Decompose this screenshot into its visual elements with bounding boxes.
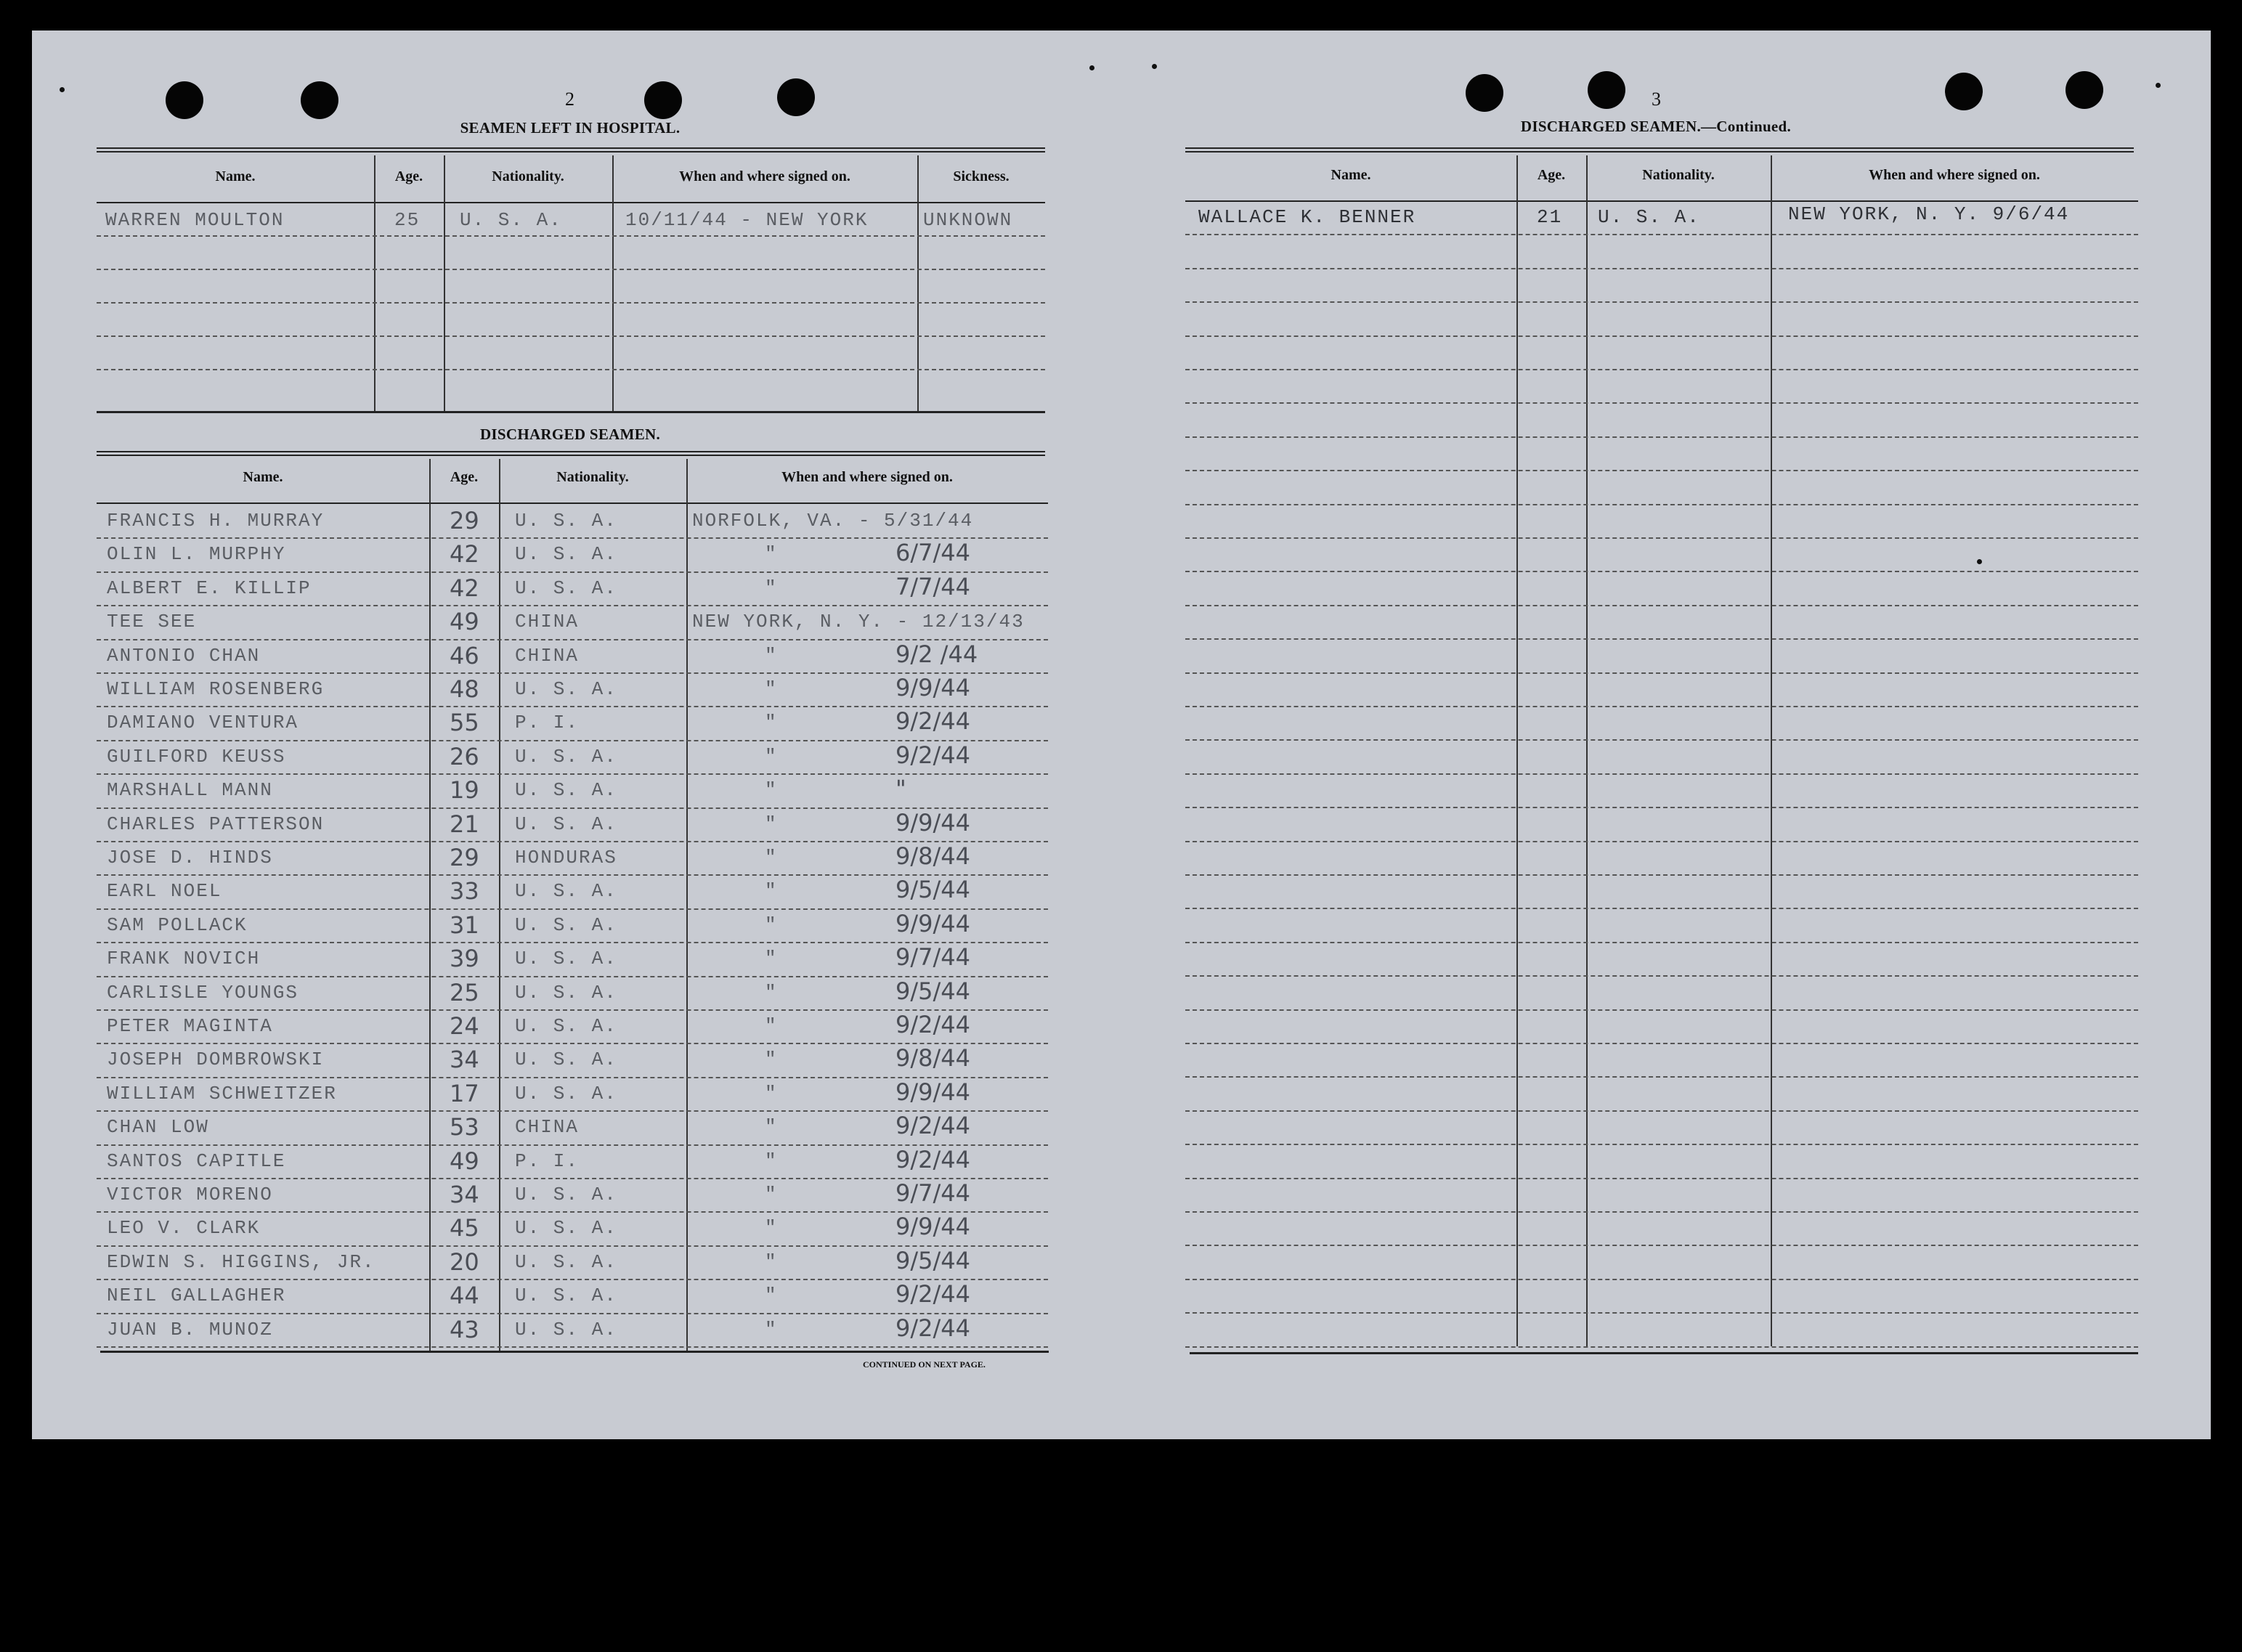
cell-name: ALBERT E. KILLIP <box>107 577 312 599</box>
col-header-nationality: Nationality. <box>492 168 564 184</box>
speck <box>1089 65 1094 70</box>
cell-name: TEE SEE <box>107 611 197 633</box>
cell-age: 45 <box>450 1214 479 1242</box>
cell-nationality: U. S. A. <box>515 543 617 566</box>
cell-place: " <box>765 712 778 734</box>
table-row <box>1185 908 2138 943</box>
cell-date: 9/5/44 <box>895 1246 970 1274</box>
cell-date: 9/9/44 <box>895 674 970 701</box>
table-row <box>1185 436 2138 471</box>
cell-nationality: U. S. A. <box>515 779 617 802</box>
cell-nationality: U. S. A. <box>515 880 617 903</box>
table-row <box>97 874 1048 909</box>
cell-name: WILLIAM ROSENBERG <box>107 678 325 700</box>
cell-when-where: 10/11/44 - NEW YORK <box>625 209 869 231</box>
table-row <box>97 537 1048 572</box>
title-main: DISCHARGED SEAMEN. <box>1520 118 1701 135</box>
cell-place: " <box>765 1184 778 1205</box>
table-row <box>1185 874 2138 909</box>
discharged-continued-table <box>1185 155 2138 1346</box>
cell-date: 6/7/44 <box>895 539 970 567</box>
cell-name: SANTOS CAPITLE <box>107 1150 286 1172</box>
table-row <box>1185 975 2138 1010</box>
cell-age: 46 <box>450 641 479 670</box>
col-header-when-where: When and where signed on. <box>781 469 953 485</box>
cell-nationality: U. S. A. <box>515 510 617 532</box>
cell-place: " <box>765 847 778 868</box>
col-header-when-where: When and where signed on. <box>679 168 850 184</box>
table-row <box>97 1009 1048 1044</box>
col-header-age: Age. <box>450 469 479 485</box>
table-row <box>97 335 1045 370</box>
speck <box>2156 83 2161 88</box>
cell-name: OLIN L. MURPHY <box>107 543 286 566</box>
cell-age: 31 <box>450 911 479 939</box>
cell-age: 33 <box>450 877 479 906</box>
binder-hole <box>777 78 815 116</box>
cell-age: 34 <box>450 1181 479 1208</box>
cell-name: WALLACE K. BENNER <box>1198 206 1416 228</box>
cell-age: 19 <box>450 776 479 805</box>
cell-name: NEIL GALLAGHER <box>107 1285 286 1307</box>
cell-place: " <box>765 1082 778 1104</box>
cell-nationality: U. S. A. <box>515 745 617 768</box>
cell-place: " <box>765 813 778 835</box>
cell-place: " <box>765 880 778 903</box>
cell-nationality: HONDURAS <box>515 847 617 868</box>
speck <box>1152 64 1157 69</box>
table-row <box>97 1178 1048 1213</box>
table-row <box>1185 369 2138 404</box>
binder-hole <box>301 81 338 119</box>
cell-when-where: NEW YORK, N. Y. 9/6/44 <box>1788 203 2070 225</box>
cell-nationality: U. S. A. <box>515 914 617 936</box>
table-row <box>97 235 1045 270</box>
cell-place: " <box>765 1049 778 1071</box>
table-header <box>97 459 1048 504</box>
binder-hole <box>2066 71 2103 109</box>
binder-hole <box>1945 73 1983 110</box>
cell-place: " <box>765 577 778 599</box>
cell-date: 9/2/44 <box>895 1280 970 1309</box>
cell-nationality: U. S. A. <box>460 209 562 231</box>
col-header-nationality: Nationality. <box>556 469 629 485</box>
cell-age: 29 <box>450 844 479 871</box>
cell-name: JUAN B. MUNOZ <box>107 1318 273 1340</box>
table-row <box>1185 706 2138 741</box>
cell-name: CHAN LOW <box>107 1116 209 1139</box>
cell-nationality: U. S. A. <box>515 577 617 599</box>
table-row <box>1185 942 2138 977</box>
cell-nationality: U. S. A. <box>1598 206 1700 228</box>
cell-date: " <box>895 775 906 803</box>
table-row <box>1185 638 2138 673</box>
cell-date: 7/7/44 <box>895 572 970 601</box>
cell-date: 9/2/44 <box>895 707 970 736</box>
table-row <box>1185 1043 2138 1078</box>
cell-nationality: U. S. A. <box>515 813 617 835</box>
cell-date: 9/8/44 <box>895 1044 970 1073</box>
cell-place: " <box>765 1250 778 1273</box>
cell-date: 9/7/44 <box>895 943 970 972</box>
cell-place: " <box>765 745 778 768</box>
cell-age: 21 <box>1537 206 1563 228</box>
cell-place: " <box>765 543 778 566</box>
cell-name: GUILFORD KEUSS <box>107 745 286 768</box>
table-row <box>1185 672 2138 707</box>
table-row <box>1185 1312 2138 1347</box>
table-row <box>1185 1245 2138 1279</box>
cell-date: 9/2/44 <box>895 1011 970 1038</box>
cell-nationality: P. I. <box>515 712 580 734</box>
table-row <box>1185 234 2138 269</box>
cell-age: 34 <box>450 1046 479 1074</box>
cell-place: " <box>765 1015 778 1037</box>
table-row <box>1185 200 2138 235</box>
cell-date: 9/5/44 <box>895 876 970 904</box>
table-row <box>97 773 1048 808</box>
cell-age: 55 <box>450 709 479 737</box>
cell-nationality: U. S. A. <box>515 1217 617 1240</box>
table-row <box>97 639 1048 674</box>
page-number-right: 3 <box>1652 89 1661 110</box>
cell-date: 9/2/44 <box>895 1314 970 1342</box>
cell-date: 9/7/44 <box>895 1179 970 1207</box>
cell-place: " <box>765 1318 778 1340</box>
discharged-continued-title <box>1423 118 1888 136</box>
cell-nationality: U. S. A. <box>515 981 617 1004</box>
col-header-sickness: Sickness. <box>953 168 1010 184</box>
table-row <box>1185 268 2138 303</box>
cell-place: " <box>765 948 778 970</box>
cell-age: 49 <box>450 1147 479 1175</box>
table-row <box>1185 807 2138 842</box>
cell-place: " <box>765 1285 778 1307</box>
hospital-table <box>97 155 1045 411</box>
table-row <box>1185 301 2138 336</box>
page-number-left: 2 <box>565 89 574 110</box>
discharged-table <box>97 459 1048 1351</box>
cell-nationality: U. S. A. <box>515 1318 617 1340</box>
table-row <box>1185 504 2138 539</box>
header-rule <box>97 147 1045 152</box>
table-row <box>1185 1279 2138 1314</box>
cell-age: 39 <box>450 945 479 973</box>
cell-age: 53 <box>450 1113 479 1142</box>
cell-place: NORFOLK, VA. - 5/31/44 <box>692 510 974 532</box>
cell-name: WILLIAM SCHWEITZER <box>107 1082 337 1104</box>
cell-age: 21 <box>450 810 479 838</box>
table-row <box>97 1144 1048 1179</box>
table-row <box>97 369 1045 370</box>
cell-name: FRANCIS H. MURRAY <box>107 510 325 532</box>
cell-date: 9/8/44 <box>895 842 970 870</box>
table-row <box>97 269 1045 304</box>
table-row <box>97 908 1048 943</box>
cell-age: 20 <box>450 1248 479 1276</box>
table-row <box>97 202 1045 237</box>
table-row <box>97 1043 1048 1078</box>
cell-name: PETER MAGINTA <box>107 1015 273 1037</box>
table-row <box>97 504 1048 539</box>
cell-nationality: CHINA <box>515 644 580 667</box>
table-row <box>1185 1178 2138 1213</box>
header-rule <box>1185 147 2134 152</box>
binder-hole <box>166 81 203 119</box>
cell-place: NEW YORK, N. Y. - 12/13/43 <box>692 611 1025 633</box>
cell-name: VICTOR MORENO <box>107 1184 273 1205</box>
cell-name: SAM POLLACK <box>107 914 248 936</box>
cell-name: JOSE D. HINDS <box>107 847 273 868</box>
cell-nationality: P. I. <box>515 1150 580 1172</box>
cell-name: CARLISLE YOUNGS <box>107 981 299 1004</box>
table-row <box>1185 739 2138 774</box>
cell-name: JOSEPH DOMBROWSKI <box>107 1049 325 1071</box>
cell-age: 29 <box>450 507 479 534</box>
table-header <box>1185 155 2138 202</box>
table-row <box>1185 1110 2138 1145</box>
cell-date: 9/9/44 <box>895 1078 970 1106</box>
cell-age: 24 <box>450 1012 479 1040</box>
table-row <box>97 740 1048 775</box>
table-row <box>1185 470 2138 505</box>
cell-nationality: U. S. A. <box>515 1285 617 1307</box>
table-row <box>1185 1076 2138 1111</box>
cell-date: 9/5/44 <box>895 977 970 1005</box>
table-row <box>97 1110 1048 1145</box>
discharged-section-title: DISCHARGED SEAMEN. <box>479 426 661 443</box>
cell-place: " <box>765 914 778 936</box>
binder-hole <box>644 81 682 119</box>
cell-name: CHARLES PATTERSON <box>107 813 325 835</box>
table-row <box>1185 1211 2138 1246</box>
cell-place: " <box>765 981 778 1004</box>
table-row <box>97 1211 1048 1246</box>
col-header-age: Age. <box>1537 167 1566 183</box>
cell-name: ANTONIO CHAN <box>107 644 261 667</box>
table-row <box>1185 335 2138 370</box>
col-header-name: Name. <box>1331 167 1371 183</box>
cell-age: 44 <box>450 1282 479 1310</box>
cell-age: 17 <box>450 1079 479 1107</box>
table-row <box>1185 1144 2138 1179</box>
cell-nationality: U. S. A. <box>515 1250 617 1273</box>
cell-date: 9/2/44 <box>895 1112 970 1140</box>
cell-age: 42 <box>450 540 479 569</box>
cell-age: 48 <box>450 675 479 703</box>
cell-nationality: U. S. A. <box>515 1184 617 1205</box>
cell-date: 9/9/44 <box>895 1213 970 1241</box>
cell-nationality: U. S. A. <box>515 678 617 700</box>
cell-place: " <box>765 1116 778 1139</box>
table-row <box>97 1245 1048 1280</box>
cell-name: EARL NOEL <box>107 880 222 903</box>
table-row <box>97 841 1048 876</box>
cell-name: WARREN MOULTON <box>105 209 285 231</box>
col-header-age: Age. <box>394 168 423 184</box>
col-header-nationality: Nationality. <box>1642 167 1715 183</box>
cell-date: 9/9/44 <box>895 909 970 937</box>
binder-hole <box>1466 74 1503 112</box>
table-row <box>1185 773 2138 808</box>
cell-age: 26 <box>450 742 479 770</box>
continued-footer: CONTINUED ON NEXT PAGE. <box>863 1359 986 1370</box>
hospital-section-title: SEAMEN LEFT IN HOSPITAL. <box>460 119 681 137</box>
col-header-name: Name. <box>243 469 283 485</box>
cell-age: 42 <box>450 574 479 602</box>
table-row <box>97 1279 1048 1314</box>
table-row <box>1185 571 2138 606</box>
table-row <box>97 1077 1048 1112</box>
col-header-when-where: When and where signed on. <box>1869 167 2040 183</box>
cell-date: 9/2 /44 <box>895 640 978 668</box>
cell-nationality: U. S. A. <box>515 948 617 970</box>
cell-date: 9/2/44 <box>895 741 970 769</box>
table-header <box>97 155 1045 203</box>
cell-age: 25 <box>394 209 421 231</box>
cell-name: DAMIANO VENTURA <box>107 712 299 734</box>
table-row <box>97 571 1048 606</box>
table-row <box>97 302 1045 337</box>
cell-nationality: U. S. A. <box>515 1049 617 1071</box>
cell-date: 9/2/44 <box>895 1145 970 1173</box>
table-row <box>97 605 1048 640</box>
cell-place: " <box>765 644 778 667</box>
table-row <box>97 976 1048 1011</box>
cell-sickness: UNKNOWN <box>923 209 1013 231</box>
cell-age: 49 <box>450 608 479 636</box>
table-row <box>97 672 1048 707</box>
table-row <box>97 1313 1048 1348</box>
table-row <box>97 807 1048 842</box>
cell-nationality: U. S. A. <box>515 1082 617 1104</box>
binder-hole <box>1588 71 1625 109</box>
cell-place: " <box>765 1150 778 1172</box>
table-row <box>1185 605 2138 640</box>
table-bottom-rule <box>97 411 1045 413</box>
cell-place: " <box>765 779 778 802</box>
cell-place: " <box>765 678 778 700</box>
speck <box>60 87 65 92</box>
cell-age: 25 <box>450 978 479 1006</box>
cell-name: LEO V. CLARK <box>107 1217 261 1240</box>
col-header-name: Name. <box>215 168 256 184</box>
cell-nationality: U. S. A. <box>515 1015 617 1037</box>
table-row <box>1185 537 2138 572</box>
table-bottom-rule <box>100 1351 1049 1353</box>
cell-name: EDWIN S. HIGGINS, JR. <box>107 1250 375 1273</box>
title-continued: —Continued. <box>1701 118 1792 135</box>
table-row <box>97 706 1048 741</box>
table-row <box>1185 402 2138 437</box>
table-row <box>1185 841 2138 876</box>
table-row <box>1185 1009 2138 1044</box>
table-row <box>97 942 1048 977</box>
header-rule <box>97 451 1045 456</box>
table-bottom-rule <box>1190 1352 2138 1354</box>
cell-nationality: CHINA <box>515 611 580 633</box>
cell-name: FRANK NOVICH <box>107 948 261 970</box>
cell-date: 9/9/44 <box>895 808 970 837</box>
cell-nationality: CHINA <box>515 1116 580 1139</box>
cell-name: MARSHALL MANN <box>107 779 273 802</box>
cell-place: " <box>765 1217 778 1240</box>
cell-age: 43 <box>450 1315 479 1343</box>
